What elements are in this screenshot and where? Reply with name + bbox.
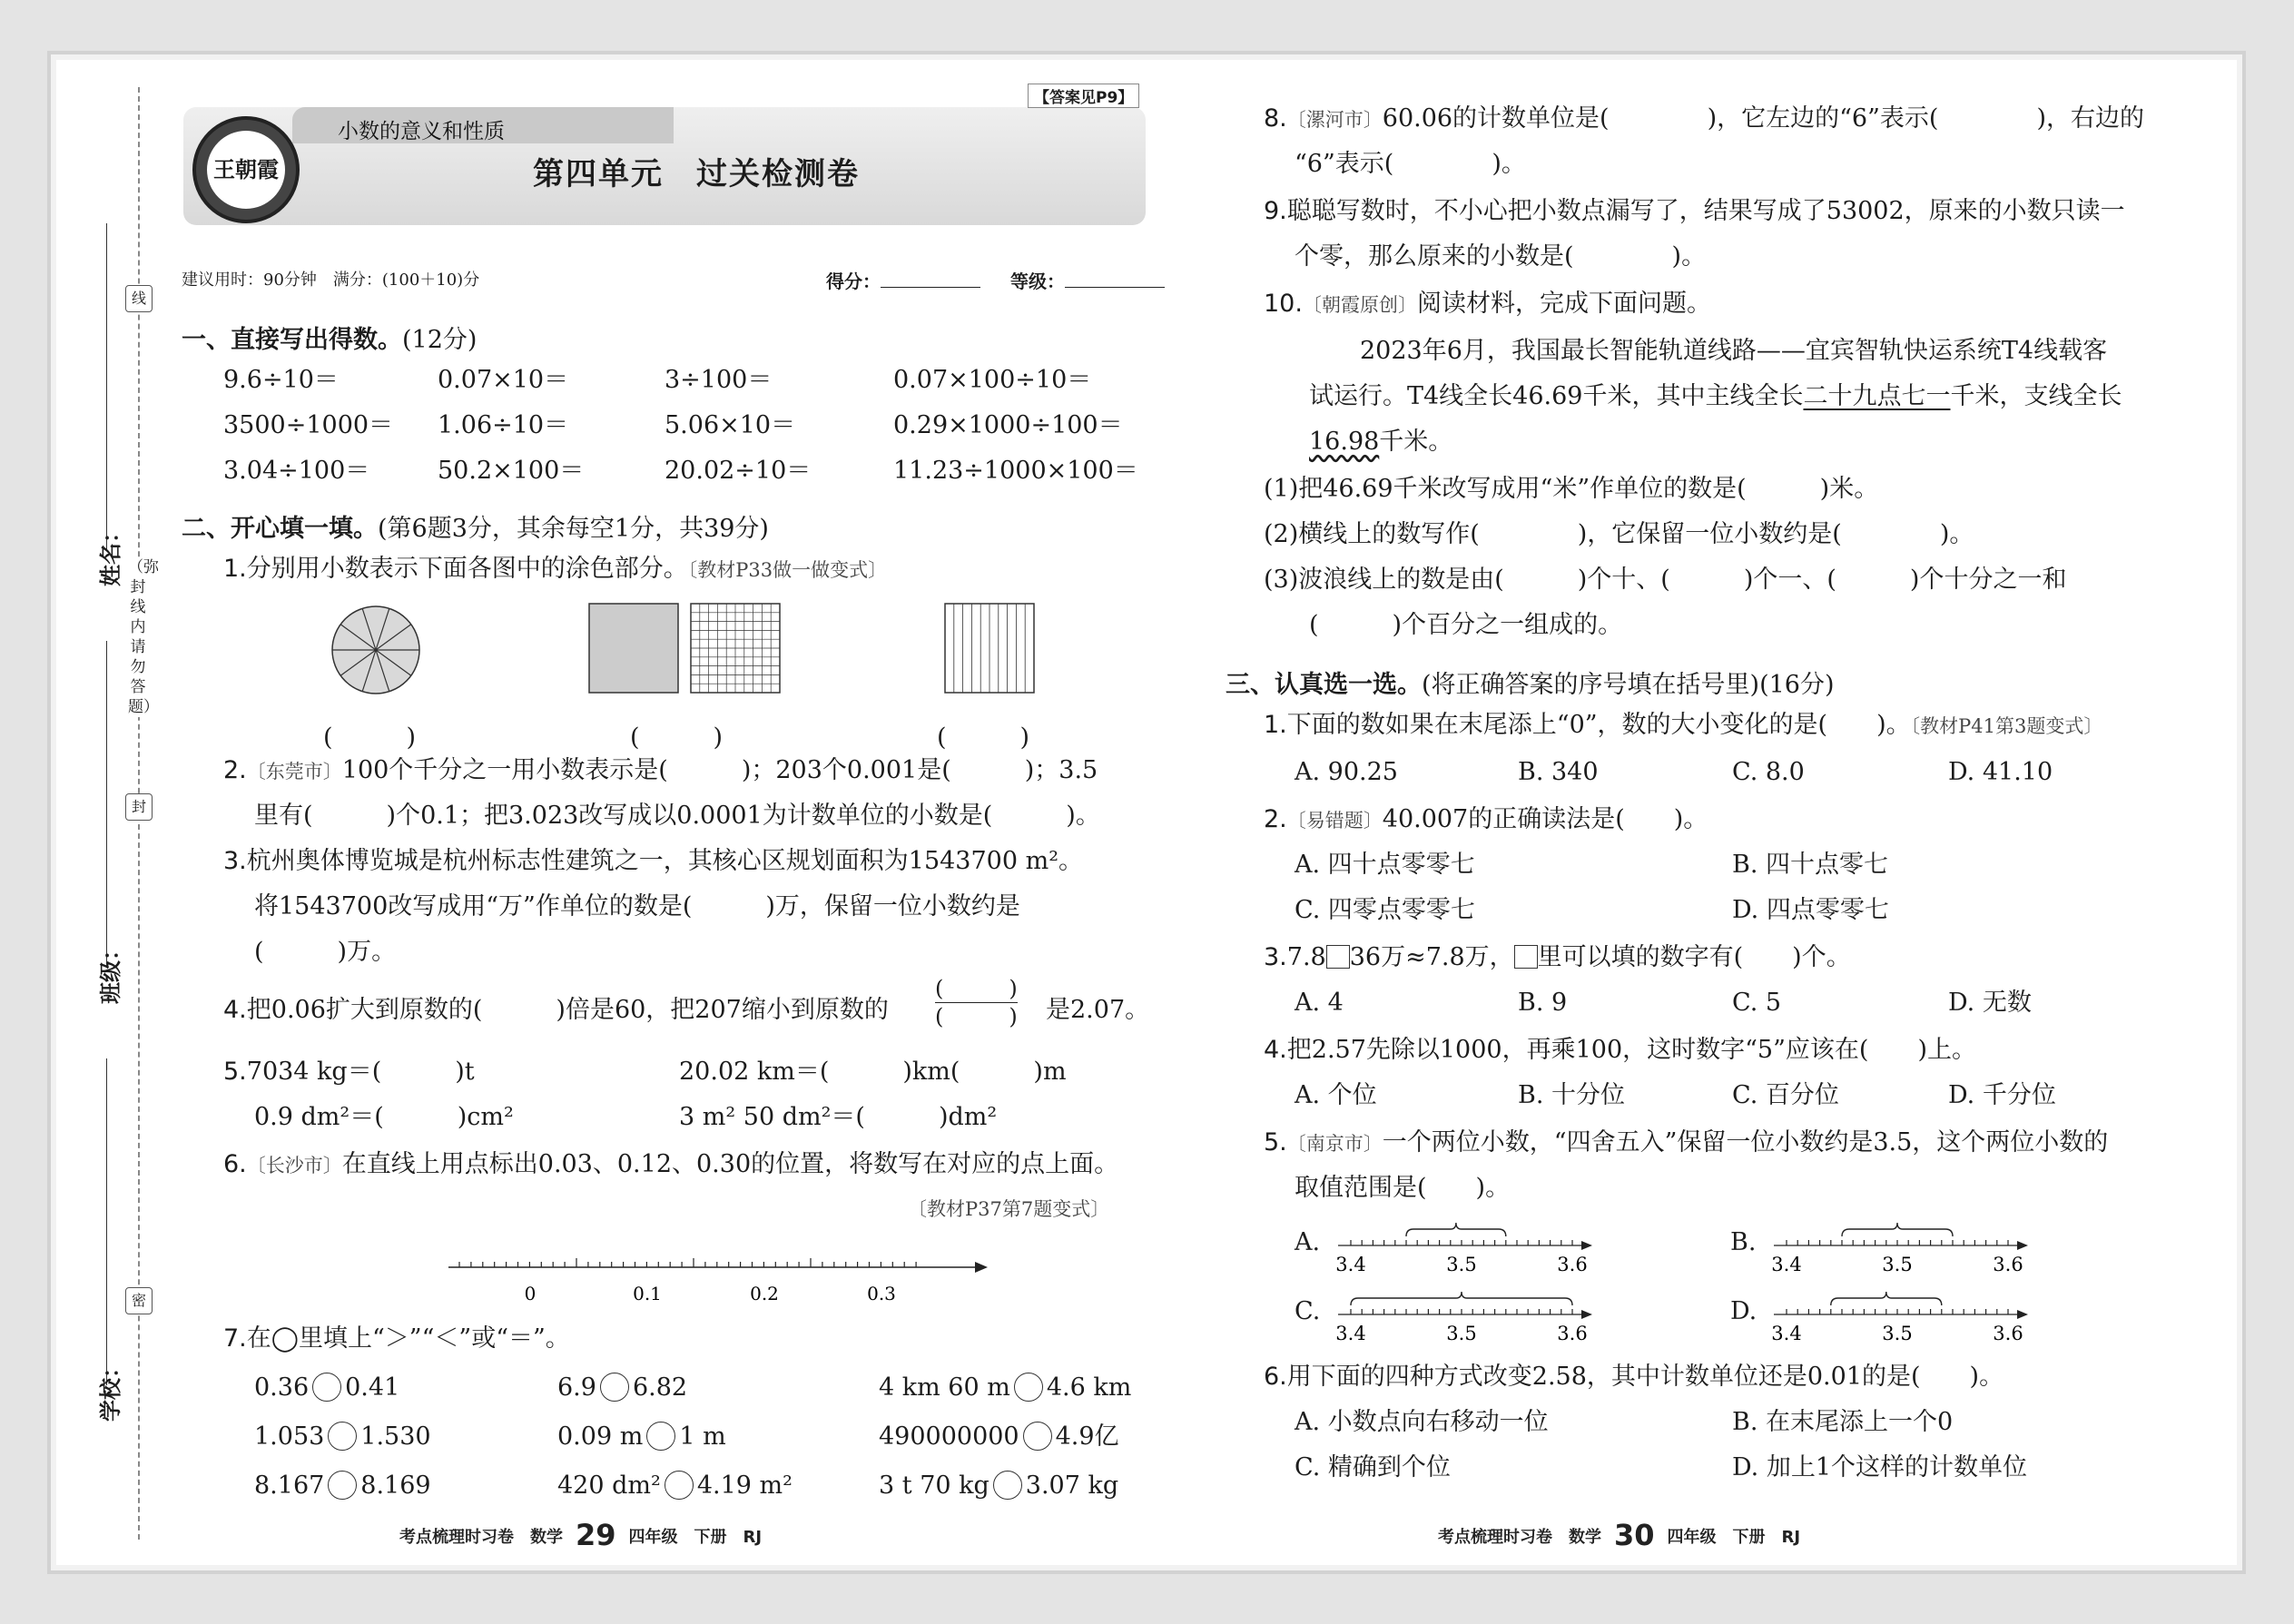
compare-circle[interactable] xyxy=(665,1471,694,1500)
option[interactable]: D. 千分位 xyxy=(1948,1081,2056,1109)
question-8: 8.〔漯河市〕60.06的计数单位是( )，它左边的“6”表示( )，右边的 xyxy=(1264,104,2144,133)
answer-paren-1[interactable]: ( ) xyxy=(323,723,417,752)
tick-label: 3.5 xyxy=(1446,1254,1477,1275)
choice-6: 6.用下面的四种方式改变2.58，其中计数单位还是0.01的是( )。 xyxy=(1264,1363,2004,1391)
page-number: 30 xyxy=(1614,1518,1655,1552)
underlined-number: 二十九点七一 xyxy=(1803,382,1951,410)
option-letter[interactable]: B. xyxy=(1730,1228,1757,1256)
choice-1: 1.下面的数如果在末尾添上“0”，数的大小变化的是( )。〔教材P41第3题变式〕 xyxy=(1264,711,2103,739)
question-8-line2: “6”表示( )。 xyxy=(1295,150,1526,178)
compare-item: 4 km 60 m 4.6 km xyxy=(879,1373,1132,1402)
calc-cell: 0.07×100÷10＝ xyxy=(893,366,1092,394)
question-6-tag: 〔教材P37第7题变式〕 xyxy=(908,1198,1110,1220)
topic-label: 小数的意义和性质 xyxy=(338,120,505,143)
calc-cell: 11.23÷1000×100＝ xyxy=(893,457,1138,485)
grade-field[interactable] xyxy=(1065,287,1165,288)
digit-box xyxy=(1326,945,1350,969)
calc-cell: 50.2×100＝ xyxy=(438,457,585,485)
publisher-logo xyxy=(192,116,300,223)
option[interactable]: C. 四零点零零七 xyxy=(1295,896,1475,924)
option[interactable]: B. 四十点零七 xyxy=(1732,851,1889,879)
option-letter[interactable]: A. xyxy=(1295,1228,1321,1256)
binding-warning: （弥封线内请勿答题） xyxy=(128,558,159,716)
name-label: 姓名： xyxy=(98,521,123,586)
question-10: 10.〔朝霞原创〕阅读材料，完成下面问题。 xyxy=(1264,290,1711,318)
tick-label: 3.4 xyxy=(1335,1323,1366,1344)
reading-para-2: 试运行。T4线全长46.69千米，其中主线全长二十九点七一千米，支线全长 xyxy=(1309,382,2122,410)
question-4-tail: 是2.07。 xyxy=(1046,996,1150,1024)
figure-shaded-square xyxy=(588,603,679,694)
tick-label: 3.6 xyxy=(1993,1323,2023,1344)
question-5: 5.7034 kg＝( )t xyxy=(223,1058,475,1086)
compare-circle[interactable] xyxy=(312,1373,341,1402)
name-line xyxy=(106,223,107,550)
option[interactable]: B. 9 xyxy=(1518,989,1568,1017)
choice-4: 4.把2.57先除以1000，再乘100，这时数字“5”应该在( )上。 xyxy=(1264,1036,1976,1064)
range-line-b[interactable] xyxy=(1765,1218,2037,1282)
seal-secret-char: 密 xyxy=(125,1287,153,1314)
option-letter[interactable]: D. xyxy=(1730,1297,1757,1325)
calc-cell: 0.07×10＝ xyxy=(438,366,569,394)
section-1-title: 一、直接写出得数。(12分) xyxy=(182,326,478,354)
question-6: 6.〔长沙市〕在直线上用点标出0.03、0.12、0.30的位置，将数写在对应的点上面。 xyxy=(223,1150,1119,1178)
compare-item: 8.167 8.169 xyxy=(254,1471,431,1500)
option[interactable]: A. 4 xyxy=(1295,989,1344,1017)
option[interactable]: B. 在末尾添上一个0 xyxy=(1732,1408,1954,1436)
school-line xyxy=(106,1058,107,1385)
figure-circle xyxy=(329,603,423,697)
calc-cell: 0.29×1000÷100＝ xyxy=(893,411,1123,439)
range-line-d[interactable] xyxy=(1765,1287,2037,1351)
compare-circle[interactable] xyxy=(600,1373,629,1402)
question-5-c: 0.9 dm²＝( )cm² xyxy=(254,1103,514,1131)
calc-cell: 1.06÷10＝ xyxy=(438,411,569,439)
tick-label: 3.6 xyxy=(1557,1254,1588,1275)
compare-item: 0.09 m 1 m xyxy=(557,1422,726,1451)
section-2-title: 二、开心填一填。(第6题3分，其余每空1分，共39分) xyxy=(182,515,769,543)
calc-cell: 9.6÷10＝ xyxy=(223,366,339,394)
option[interactable]: D. 41.10 xyxy=(1948,758,2053,786)
digit-box xyxy=(1514,945,1538,969)
calc-cell: 3.04÷100＝ xyxy=(223,457,370,485)
tick-label: 3.4 xyxy=(1335,1254,1366,1275)
fraction-blank[interactable]: ( ) ( ) xyxy=(935,976,1018,1029)
tick-label: 3.5 xyxy=(1446,1323,1477,1344)
question-3-line3: ( )万。 xyxy=(254,938,397,966)
question-5-b: 20.02 km＝( )km( )m xyxy=(679,1058,1067,1086)
question-2-line2: 里有( )个0.1；把3.023改写成以0.0001为计数单位的小数是( )。 xyxy=(254,802,1100,830)
tick-label: 3.4 xyxy=(1771,1254,1802,1275)
compare-circle[interactable] xyxy=(646,1422,675,1451)
question-5-d: 3 m² 50 dm²＝( )dm² xyxy=(679,1103,998,1131)
time-info: 建议用时：90分钟 满分：(100＋10)分 xyxy=(182,271,480,290)
sub-question-3: (3)波浪线上的数是由( )个十、( )个一、( )个十分之一和 xyxy=(1264,566,2067,594)
calc-cell: 20.02÷10＝ xyxy=(665,457,812,485)
answer-paren-2[interactable]: ( ) xyxy=(630,723,724,752)
option[interactable]: C. 5 xyxy=(1732,989,1782,1017)
question-9: 9.聪聪写数时，不小心把小数点漏写了，结果写成了53002，原来的小数只读一 xyxy=(1264,197,2125,225)
compare-circle[interactable] xyxy=(1014,1373,1043,1402)
option[interactable]: B. 十分位 xyxy=(1518,1081,1626,1109)
page-number: 29 xyxy=(576,1518,616,1552)
tick-label: 3.6 xyxy=(1993,1254,2023,1275)
tick-label: 3.6 xyxy=(1557,1323,1588,1344)
sub-question-3-line2: ( )个百分之一组成的。 xyxy=(1309,611,1623,639)
sub-question-2: (2)横线上的数写作( )，它保留一位小数约是( )。 xyxy=(1264,520,1974,548)
tick-label: 0.2 xyxy=(750,1283,779,1304)
option[interactable]: D. 加上1个这样的计数单位 xyxy=(1732,1453,2028,1481)
question-3-line2: 将1543700改写成用“万”作单位的数是( )万，保留一位小数约是 xyxy=(254,892,1020,920)
question-7: 7.在◯里填上“＞”“＜”或“＝”。 xyxy=(223,1324,570,1353)
school-label: 学校： xyxy=(98,1356,123,1422)
calc-cell: 3500÷1000＝ xyxy=(223,411,394,439)
answer-paren-3[interactable]: ( ) xyxy=(937,723,1030,752)
question-1: 1.分别用小数表示下面各图中的涂色部分。〔教材P33做一做变式〕 xyxy=(223,555,888,583)
option[interactable]: A. 90.25 xyxy=(1295,758,1398,786)
tick-label: 3.5 xyxy=(1882,1254,1913,1275)
class-line xyxy=(106,641,107,968)
option[interactable]: A. 小数点向右移动一位 xyxy=(1295,1408,1549,1436)
compare-item: 0.36 0.41 xyxy=(254,1373,400,1402)
calc-cell: 3÷100＝ xyxy=(665,366,773,394)
compare-item: 6.9 6.82 xyxy=(557,1373,688,1402)
compare-item: 420 dm² 4.19 m² xyxy=(557,1471,793,1500)
tick-label: 0.3 xyxy=(867,1283,896,1304)
range-line-c[interactable] xyxy=(1329,1287,1601,1351)
figure-grid-square xyxy=(690,603,781,694)
calc-cell: 5.06×10＝ xyxy=(665,411,796,439)
question-4: 4.把0.06扩大到原数的( )倍是60，把207缩小到原数的 xyxy=(223,996,889,1024)
choice-3: 3.7.8 36万≈7.8万， 里可以填的数字有( )个。 xyxy=(1264,943,1851,971)
compare-circle[interactable] xyxy=(328,1471,357,1500)
option[interactable]: C. 8.0 xyxy=(1732,758,1805,786)
option[interactable]: A. 个位 xyxy=(1295,1081,1377,1109)
choice-5-line2: 取值范围是( )。 xyxy=(1295,1174,1511,1202)
option[interactable]: A. 四十点零零七 xyxy=(1295,851,1475,879)
range-line-a[interactable] xyxy=(1329,1218,1601,1282)
compare-circle[interactable] xyxy=(328,1422,357,1451)
tick-label: 0.1 xyxy=(633,1283,662,1304)
tick-label: 3.5 xyxy=(1882,1323,1913,1344)
exam-sheet xyxy=(56,60,2237,1565)
option[interactable]: C. 百分位 xyxy=(1732,1081,1839,1109)
logo-text: 王朝霞 xyxy=(207,131,285,209)
reading-para-3: 16.98千米。 xyxy=(1309,428,1453,456)
option[interactable]: B. 340 xyxy=(1518,758,1599,786)
compare-item: 490000000 4.9亿 xyxy=(879,1422,1119,1451)
answer-ref: 【答案见P9】 xyxy=(1028,84,1139,108)
compare-circle[interactable] xyxy=(1023,1422,1052,1451)
compare-item: 1.053 1.530 xyxy=(254,1422,431,1451)
option[interactable]: D. 无数 xyxy=(1948,989,2032,1017)
seal-seal-char: 封 xyxy=(125,793,153,821)
option-letter[interactable]: C. xyxy=(1295,1297,1321,1325)
class-label: 班级： xyxy=(98,939,123,1004)
left-footer: 考点梳理时习卷 数学 29 四年级 下册 RJ xyxy=(399,1518,763,1552)
tick-label: 0 xyxy=(524,1283,537,1304)
number-line[interactable] xyxy=(447,1249,991,1313)
sub-question-1: (1)把46.69千米改写成用“米”作单位的数是( )米。 xyxy=(1264,475,1879,503)
tick-label: 3.4 xyxy=(1771,1323,1802,1344)
right-footer: 考点梳理时习卷 数学 30 四年级 下册 RJ xyxy=(1438,1518,1801,1552)
page-title: 第四单元 过关检测卷 xyxy=(533,156,860,192)
question-3: 3.杭州奥体博览城是杭州标志性建筑之一，其核心区规划面积为1543700 m²。 xyxy=(223,847,1084,875)
question-2: 2.〔东莞市〕100个千分之一用小数表示是( )；203个0.001是( )；3.5 xyxy=(223,756,1098,784)
option[interactable]: C. 精确到个位 xyxy=(1295,1453,1451,1481)
choice-5: 5.〔南京市〕一个两位小数，“四舍五入”保留一位小数约是3.5，这个两位小数的 xyxy=(1264,1128,2109,1156)
grade-label: 等级： xyxy=(1009,271,1065,292)
score-field[interactable] xyxy=(881,287,980,288)
section-3-title: 三、认真选一选。(将正确答案的序号填在括号里)(16分) xyxy=(1226,671,1835,699)
reading-para-1: 2023年6月，我国最长智能轨道线路——宜宾智轨快运系统T4线载客 xyxy=(1360,337,2108,365)
score-label: 得分： xyxy=(826,271,881,292)
choice-2: 2.〔易错题〕40.007的正确读法是( )。 xyxy=(1264,805,1708,833)
wavy-number: 16.98 xyxy=(1309,428,1380,456)
question-9-line2: 个零，那么原来的小数是( )。 xyxy=(1295,242,1707,271)
compare-circle[interactable] xyxy=(993,1471,1022,1500)
compare-item: 3 t 70 kg 3.07 kg xyxy=(879,1471,1119,1500)
figure-strip-square xyxy=(944,603,1035,694)
seal-line-char: 线 xyxy=(125,285,153,312)
option[interactable]: D. 四点零零七 xyxy=(1732,896,1889,924)
